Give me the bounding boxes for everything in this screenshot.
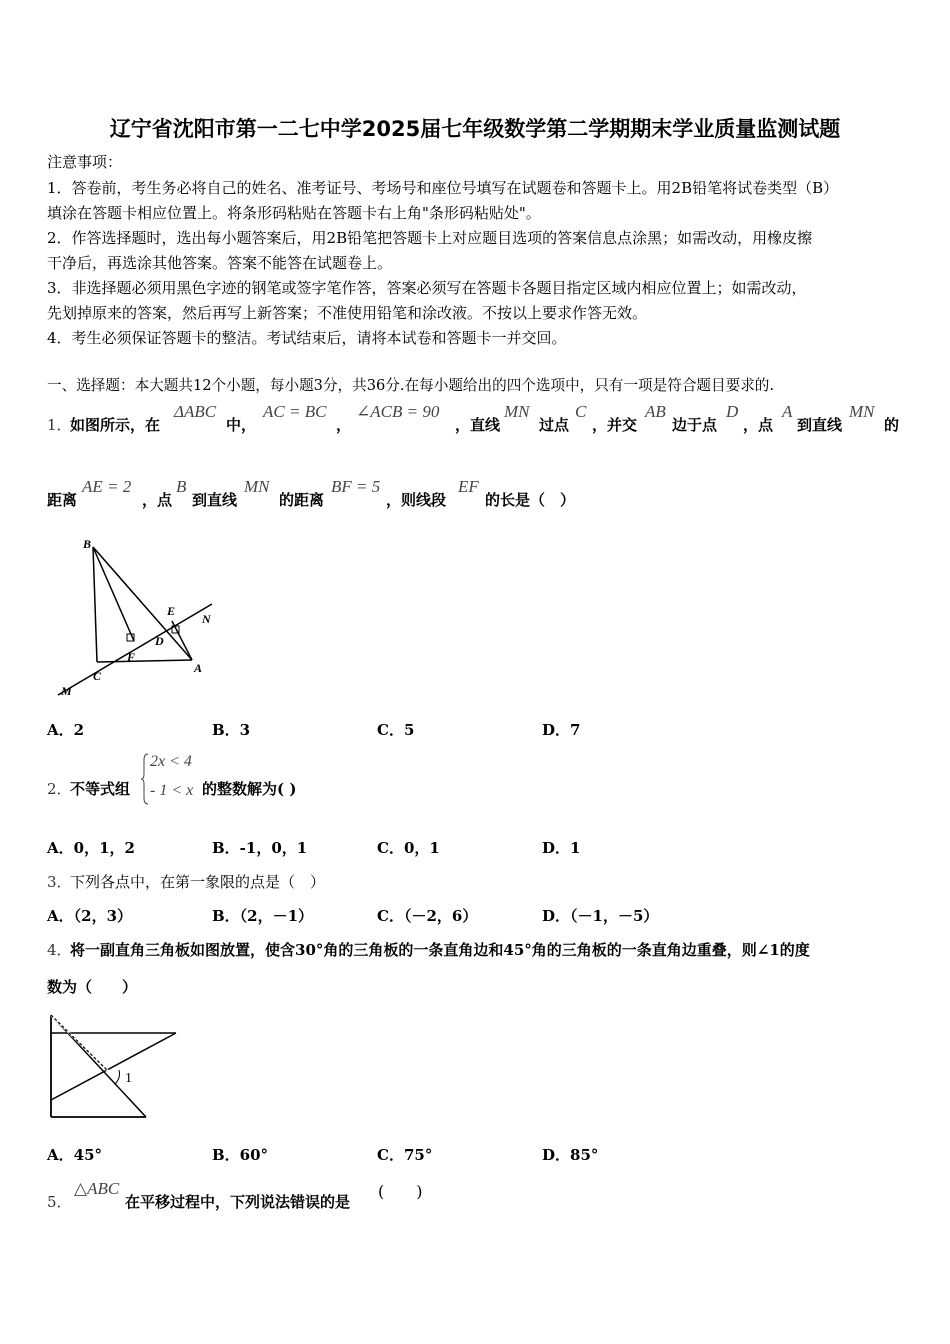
notice-line: 4．考生必须保证答题卡的整洁。考试结束后，请将本试卷和答题卡一并交回。 xyxy=(47,329,567,347)
option-d[interactable]: D．85° xyxy=(542,1146,599,1164)
math-expression: AB xyxy=(645,402,666,421)
notice-line: 1．答卷前，考生务必将自己的姓名、准考证号、考场号和座位号填写在试题卷和答题卡上。用2B铅笔将试卷类型（B） xyxy=(47,179,839,197)
option-b[interactable]: B．3 xyxy=(212,721,251,739)
question-text: 不等式组 xyxy=(70,780,131,798)
question-text: ，则线段 xyxy=(386,491,447,509)
math-expression: MN xyxy=(244,477,270,496)
question-number: 2． xyxy=(47,780,72,798)
question-text: 到直线 xyxy=(797,416,843,434)
question-text: 将一副直角三角板如图放置，使含30°角的三角板的一条直角边和45°角的三角板的一条直角边重叠，则∠1的度 xyxy=(70,941,810,959)
question-text: 如图所示，在 xyxy=(70,416,161,434)
point-label: B xyxy=(83,537,92,551)
math-expression: C xyxy=(575,402,587,421)
answer-parens: ( ) xyxy=(378,1182,423,1201)
notice-heading: 注意事项： xyxy=(47,153,123,171)
point-label: E xyxy=(167,604,176,618)
triangle-figure xyxy=(55,535,225,700)
option-c[interactable]: C．（－2，6） xyxy=(377,907,478,925)
option-b[interactable]: B．（2，－1） xyxy=(212,907,314,925)
option-d[interactable]: D．（－1，－5） xyxy=(542,907,659,925)
option-a[interactable]: A．45° xyxy=(47,1146,103,1164)
brace-icon xyxy=(140,752,150,806)
question-text: ， xyxy=(336,416,352,434)
question-text: 的长是（ ） xyxy=(485,491,576,509)
page-title: 辽宁省沈阳市第一二七中学2025届七年级数学第二学期期末学业质量监测试题 xyxy=(109,117,841,141)
question-text: 的整数解为( ) xyxy=(202,780,297,798)
point-label: F xyxy=(127,650,136,664)
option-a[interactable]: A．（2，3） xyxy=(47,907,133,925)
point-label: A xyxy=(194,661,203,675)
question-text: ，点 xyxy=(142,491,173,509)
question-text: 边于点 xyxy=(672,416,718,434)
option-c[interactable]: C．0，1 xyxy=(377,839,440,857)
math-expression: AE = 2 xyxy=(82,477,132,496)
option-b[interactable]: B．60° xyxy=(212,1146,269,1164)
question-number: 5． xyxy=(47,1193,72,1211)
notice-line: 2．作答选择题时，选出每小题答案后，用2B铅笔把答题卡上对应题目选项的答案信息点涂黑；如需改动，用橡皮擦 xyxy=(47,229,813,247)
question-text: 的 xyxy=(884,416,900,434)
section-heading: 一、选择题：本大题共12个小题，每小题3分，共36分.在每小题给出的四个选项中，只有一项是符合题目要求的. xyxy=(47,377,775,394)
question-text: ，并交 xyxy=(592,416,638,434)
question-number: 4． xyxy=(47,941,72,959)
question-text: 中， xyxy=(226,416,257,434)
option-a[interactable]: A．2 xyxy=(47,721,85,739)
question-number: 1． xyxy=(47,416,72,434)
notice-line: 填涂在答题卡相应位置上。将条形码粘贴在答题卡右上角"条形码粘贴处"。 xyxy=(47,204,541,222)
math-expression: MN xyxy=(504,402,530,421)
question-number: 3． xyxy=(47,873,72,891)
angle-label: 1 xyxy=(125,1071,132,1086)
point-label: D xyxy=(155,634,164,648)
question-text: 过点 xyxy=(539,416,570,434)
option-c[interactable]: C．5 xyxy=(377,721,415,739)
math-expression: ΔABC xyxy=(174,402,217,421)
option-a[interactable]: A．0，1，2 xyxy=(47,839,135,857)
option-d[interactable]: D．1 xyxy=(542,839,581,857)
question-text: 的距离 xyxy=(279,491,325,509)
notice-line: 干净后，再选涂其他答案。答案不能答在试题卷上。 xyxy=(47,254,393,272)
math-expression: BF = 5 xyxy=(331,477,381,496)
question-text: ，点 xyxy=(743,416,774,434)
notice-line: 先划掉原来的答案，然后再写上新答案；不准使用铅笔和涂改液。不按以上要求作答无效。 xyxy=(47,304,648,322)
question-text: 在平移过程中，下列说法错误的是 xyxy=(125,1193,351,1211)
option-b[interactable]: B．-1，0，1 xyxy=(212,839,308,857)
notice-line: 3．非选择题必须用黑色字迹的钢笔或签字笔作答，答案必须写在答题卡各题目指定区域内相应位置上；如需改动， xyxy=(47,279,807,297)
question-text: 下列各点中，在第一象限的点是（ ） xyxy=(70,873,326,891)
inequality-2: - 1 < x xyxy=(150,782,194,799)
math-expression: B xyxy=(176,477,187,496)
inequality-1: 2x < 4 xyxy=(150,753,192,770)
math-expression: EF xyxy=(458,477,479,496)
math-expression: MN xyxy=(849,402,875,421)
question-text: 到直线 xyxy=(192,491,238,509)
question-text: ，直线 xyxy=(455,416,501,434)
point-label: N xyxy=(202,612,211,626)
question-text: 距离 xyxy=(47,491,78,509)
set-squares-figure xyxy=(45,1008,185,1123)
point-label: C xyxy=(93,669,102,683)
math-expression: A xyxy=(782,402,793,421)
math-expression: AC = BC xyxy=(263,402,327,421)
question-text: 数为（ ） xyxy=(47,978,138,996)
option-d[interactable]: D．7 xyxy=(542,721,581,739)
math-expression: ∠ACB = 90 xyxy=(356,402,440,421)
option-c[interactable]: C．75° xyxy=(377,1146,433,1164)
math-expression: D xyxy=(726,402,739,421)
point-label: M xyxy=(61,684,72,698)
math-expression: △ABC xyxy=(74,1179,120,1198)
